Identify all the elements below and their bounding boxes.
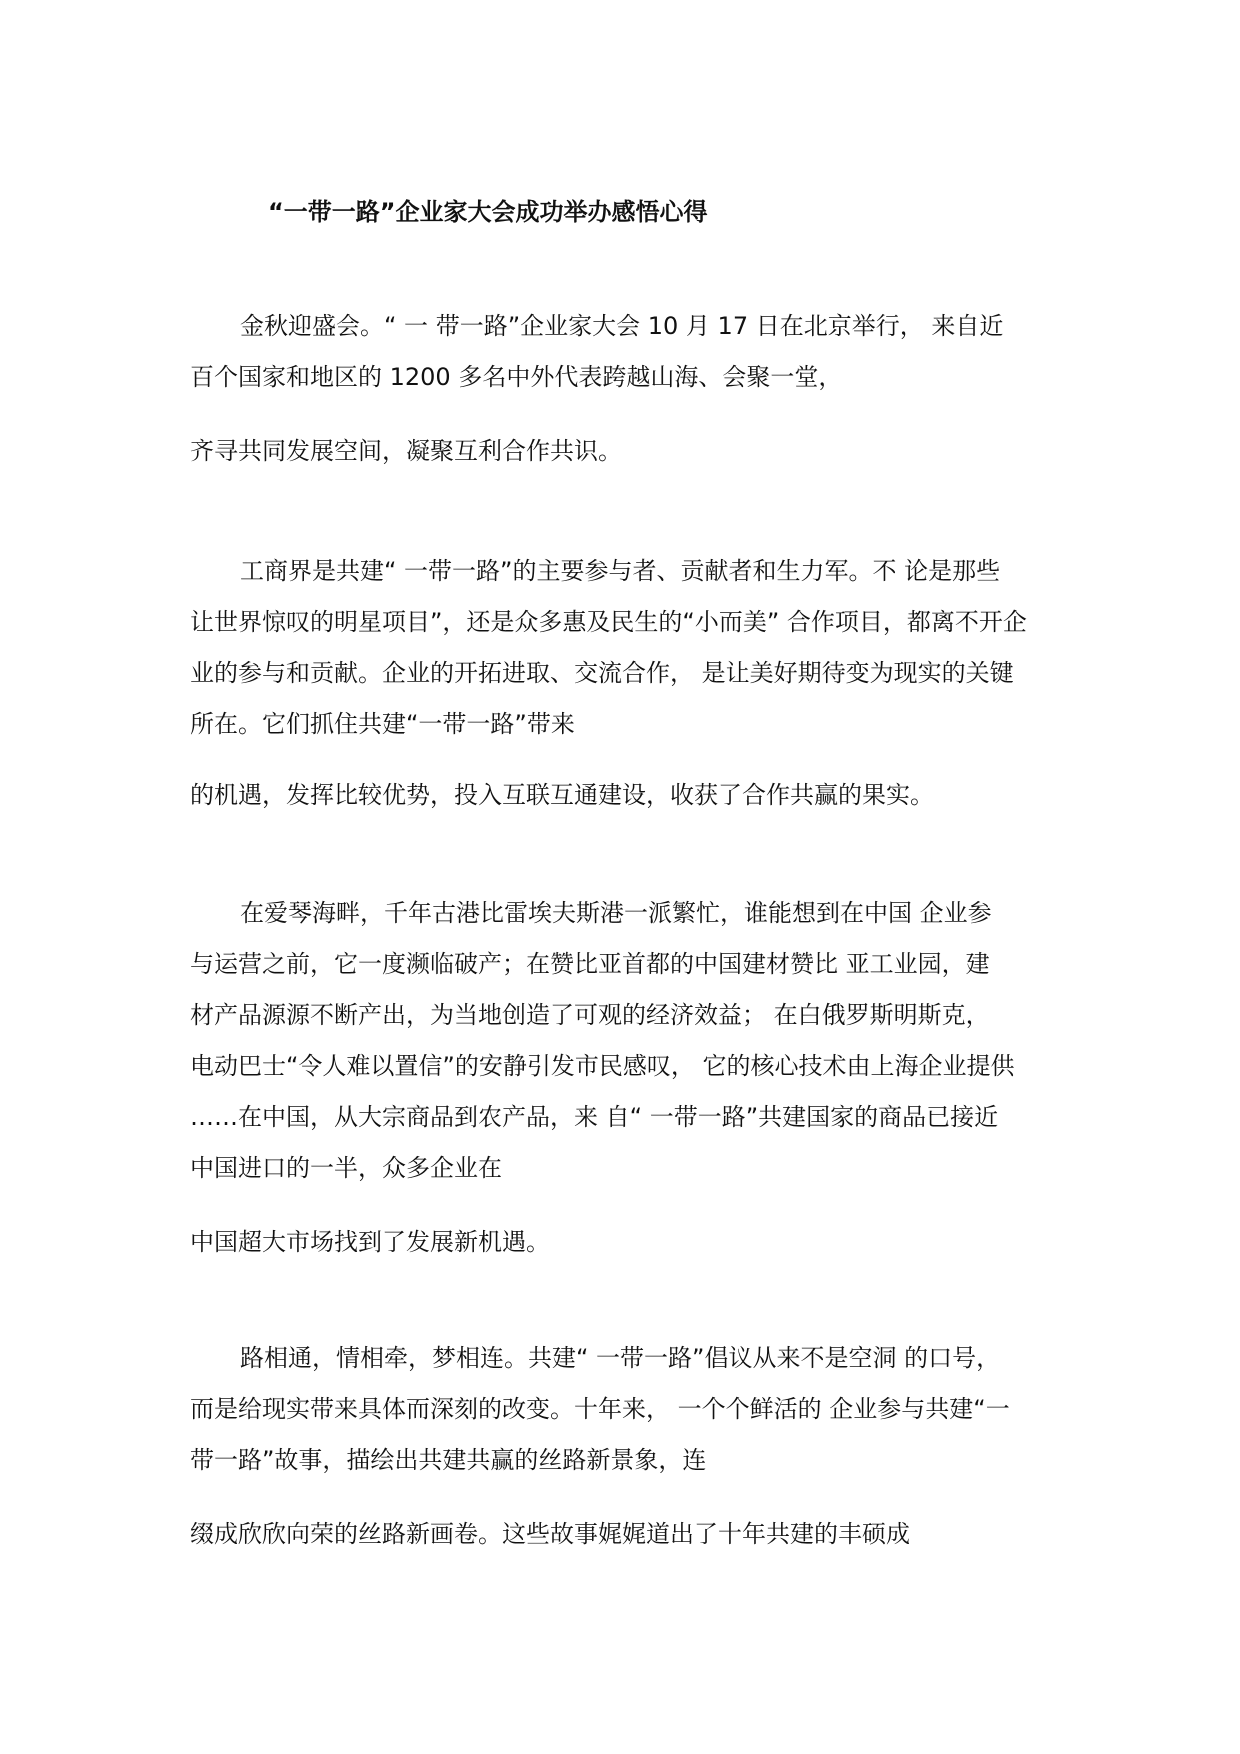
paragraph-1-line-3: 齐寻共同发展空间，凝聚互利合作共识。 xyxy=(190,437,622,465)
paragraph-1-line-1: 金秋迎盛会。“ 一 带一路”企业家大会 10 月 17 日在北京举行， 来自近 xyxy=(240,312,1004,340)
document-title: “一带一路”企业家大会成功举办感悟心得 xyxy=(268,198,708,226)
paragraph-2-line-1: 工商界是共建“ 一带一路”的主要参与者、贡献者和生力军。不 论是那些 xyxy=(240,557,1001,585)
paragraph-4-line-3: 带一路”故事，描绘出共建共赢的丝路新景象，连 xyxy=(190,1446,707,1474)
paragraph-2-line-5: 的机遇，发挥比较优势，投入互联互通建设，收获了合作共赢的果实。 xyxy=(190,781,934,809)
paragraph-3-line-7: 中国超大市场找到了发展新机遇。 xyxy=(190,1228,550,1256)
paragraph-4-line-4: 缀成欣欣向荣的丝路新画卷。这些故事娓娓道出了十年共建的丰硕成 xyxy=(190,1520,910,1548)
paragraph-3-line-6: 中国进口的一半，众多企业在 xyxy=(190,1154,502,1182)
paragraph-2-line-4: 所在。它们抓住共建“一带一路”带来 xyxy=(190,710,575,738)
paragraph-3-line-1: 在爱琴海畔，千年古港比雷埃夫斯港一派繁忙，谁能想到在中国 企业参 xyxy=(240,899,992,927)
paragraph-1-line-2: 百个国家和地区的 1200 多名中外代表跨越山海、会聚一堂， xyxy=(190,363,843,391)
paragraph-4-line-2: 而是给现实带来具体而深刻的改变。十年来， 一个个鲜活的 企业参与共建“一 xyxy=(190,1395,1010,1423)
paragraph-3-line-5: ……在中国，从大宗商品到农产品，来 自“ 一带一路”共建国家的商品已接近 xyxy=(190,1103,999,1131)
paragraph-2-line-3: 业的参与和贡献。企业的开拓进取、交流合作， 是让美好期待变为现实的关键 xyxy=(190,659,1014,687)
paragraph-3-line-4: 电动巴士“令人难以置信”的安静引发市民感叹， 它的核心技术由上海企业提供 xyxy=(190,1052,1015,1080)
paragraph-3-line-3: 材产品源源不断产出，为当地创造了可观的经济效益； 在白俄罗斯明斯克， xyxy=(190,1001,990,1029)
paragraph-2-line-2: 让世界惊叹的明星项目”，还是众多惠及民生的“小而美” 合作项目，都离不开企 xyxy=(190,608,1027,636)
paragraph-4-line-1: 路相通，情相牵，梦相连。共建“ 一带一路”倡议从来不是空洞 的口号， xyxy=(240,1344,1001,1372)
paragraph-3-line-2: 与运营之前，它一度濒临破产；在赞比亚首都的中国建材赞比 亚工业园，建 xyxy=(190,950,990,978)
